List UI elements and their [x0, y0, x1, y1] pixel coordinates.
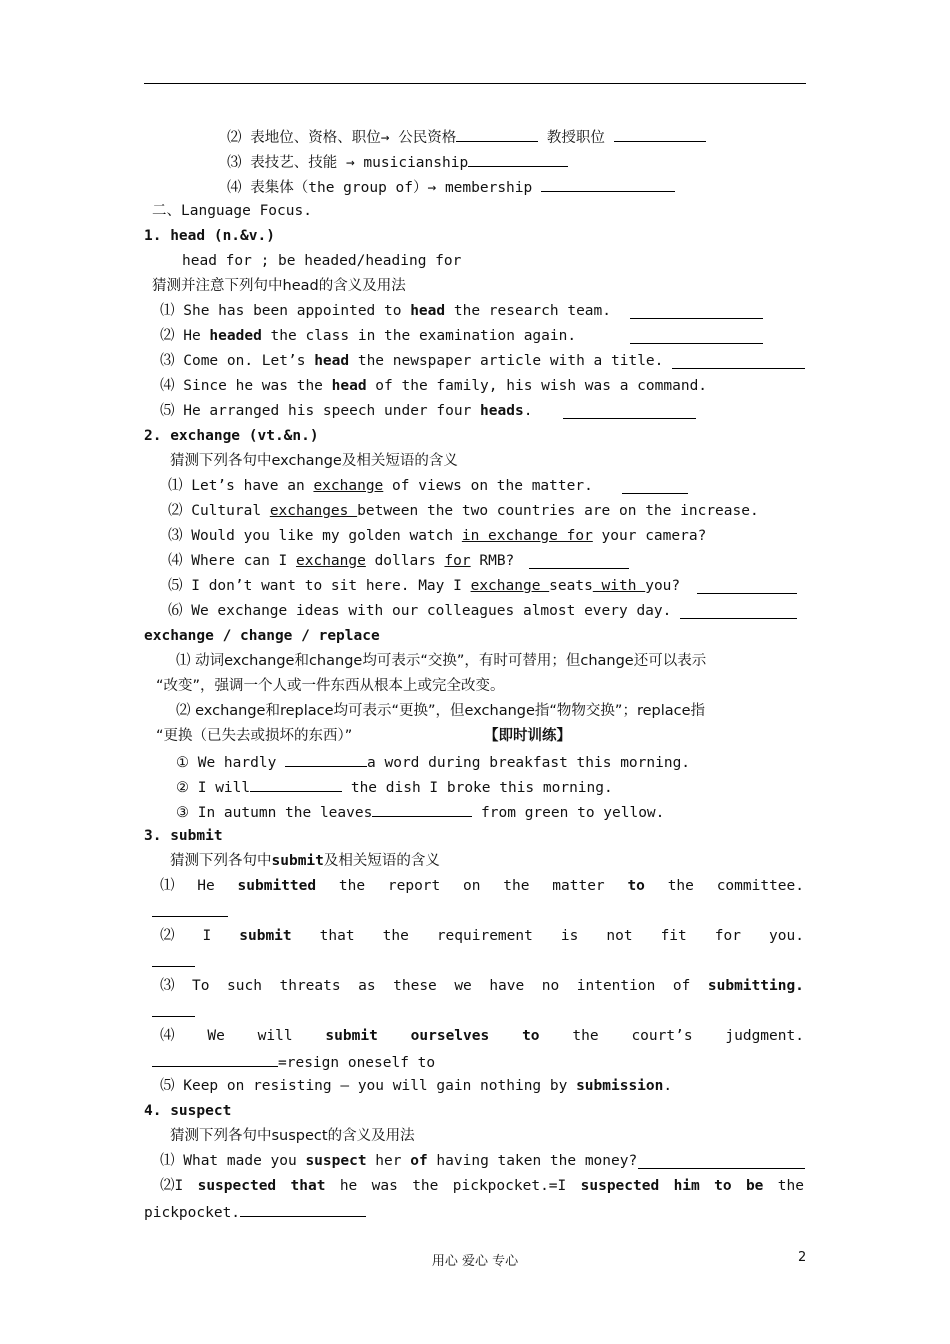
submit-title: 3. submit — [144, 828, 223, 844]
head-sentence-4: ⑷ Since he was the head of the family, his wish was a command. — [160, 378, 708, 394]
answer-blank[interactable] — [630, 304, 763, 319]
answer-blank[interactable] — [250, 777, 342, 792]
compare-title: exchange / change / replace — [144, 628, 380, 644]
answer-blank[interactable] — [529, 554, 629, 569]
submit-sentence-5: ⑸ Keep on resisting — you will gain nothing by submission. — [160, 1078, 673, 1094]
head-sentence-5: ⑸ He arranged his speech under four heads. — [160, 403, 533, 419]
page-number: 2 — [798, 1250, 807, 1265]
noun-suffix-line-3: ⑶ 表技艺、技能 → musicianship — [227, 152, 568, 172]
submit-instruction: 猜测下列各句中submit及相关短语的含义 — [170, 853, 440, 869]
page-footer: 用心 爱心 专心 — [431, 1254, 519, 1269]
answer-blank[interactable] — [285, 752, 367, 767]
training-question-1: ① We hardly a word during breakfast this morning. — [176, 752, 690, 772]
suspect-sentence-2-tail: pickpocket. — [144, 1202, 366, 1222]
answer-blank[interactable] — [541, 177, 675, 192]
answer-blank[interactable] — [680, 604, 797, 619]
exchange-sentence-5: ⑸ I don’t want to sit here. May I exchange seats with you? — [168, 578, 681, 594]
training-question-3: ③ In autumn the leaves from green to yellow. — [176, 802, 664, 822]
exchange-sentence-6: ⑹ We exchange ideas with our colleagues almost every day. — [168, 603, 672, 619]
head-title: 1. head (n.&v.) — [144, 228, 275, 244]
answer-blank[interactable] — [152, 902, 228, 917]
answer-blank[interactable] — [152, 1002, 195, 1017]
submit-sentence-4-tail: =resign oneself to — [152, 1052, 435, 1072]
answer-blank[interactable] — [152, 952, 195, 967]
compare-note-1b: “改变”，强调一个人或一件东西从根本上或完全改变。 — [156, 678, 505, 694]
answer-blank[interactable] — [152, 1052, 278, 1067]
suspect-sentence-1: ⑴ What made you suspect her of having taken the money? — [160, 1153, 638, 1169]
exchange-title: 2. exchange (vt.&n.) — [144, 428, 319, 444]
answer-blank[interactable] — [563, 404, 696, 419]
answer-blank[interactable] — [456, 127, 538, 142]
head-instruction: 猜测并注意下列句中head的含义及用法 — [152, 278, 406, 294]
exchange-sentence-2: ⑵ Cultural exchanges between the two countries are on the increase. — [168, 503, 759, 519]
answer-blank[interactable] — [468, 152, 568, 167]
answer-blank[interactable] — [622, 479, 688, 494]
section-heading: 二、Language Focus. — [152, 203, 312, 219]
training-question-2: ② I will the dish I broke this morning. — [176, 777, 613, 797]
suspect-sentence-2: ⑵I suspected that he was the pickpocket.=I suspected him to be the — [160, 1178, 804, 1194]
submit-sentence-4: ⑷ We will submit ourselves to the court’s judgment. — [160, 1028, 804, 1044]
head-phrase: head for ; be headed/heading for — [182, 253, 462, 269]
answer-blank[interactable] — [672, 354, 805, 369]
noun-suffix-line-4: ⑷ 表集体（the group of）→ membership — [227, 177, 675, 197]
training-label: 【即时训练】 — [484, 728, 571, 744]
exchange-sentence-4: ⑷ Where can I exchange dollars for RMB? — [168, 553, 515, 569]
compare-note-2b: “更换（已失去或损坏的东西）” — [156, 728, 353, 744]
submit-sentence-1: ⑴ He submitted the report on the matter to the committee. — [160, 878, 804, 894]
exchange-instruction: 猜测下列各句中exchange及相关短语的含义 — [170, 453, 458, 469]
suspect-title: 4. suspect — [144, 1103, 232, 1119]
suspect-instruction: 猜测下列各句中suspect的含义及用法 — [170, 1128, 415, 1144]
answer-blank[interactable] — [630, 329, 763, 344]
answer-blank[interactable] — [614, 127, 706, 142]
head-sentence-1: ⑴ She has been appointed to head the research team. — [160, 303, 611, 319]
answer-blank[interactable] — [638, 1154, 805, 1169]
compare-note-1a: ⑴ 动词exchange和change均可表示“交换”，有时可替用；但change还可以表示 — [176, 653, 707, 669]
head-sentence-3: ⑶ Come on. Let’s head the newspaper article with a title. — [160, 353, 664, 369]
answer-blank[interactable] — [372, 802, 472, 817]
submit-sentence-3: ⑶ To such threats as these we have no intention of submitting. — [160, 978, 804, 994]
header-rule — [144, 83, 806, 84]
noun-suffix-line-2: ⑵ 表地位、资格、职位→ 公民资格 教授职位 — [227, 127, 706, 147]
submit-sentence-2: ⑵ I submit that the requirement is not fit for you. — [160, 928, 804, 944]
exchange-sentence-1: ⑴ Let’s have an exchange of views on the matter. — [168, 478, 593, 494]
head-sentence-2: ⑵ He headed the class in the examination again. — [160, 328, 577, 344]
answer-blank[interactable] — [240, 1202, 366, 1217]
exchange-sentence-3: ⑶ Would you like my golden watch in exchange for your camera? — [168, 528, 707, 544]
answer-blank[interactable] — [697, 579, 797, 594]
compare-note-2a: ⑵ exchange和replace均可表示“更换”，但exchange指“物物交换”；replace指 — [176, 703, 706, 719]
